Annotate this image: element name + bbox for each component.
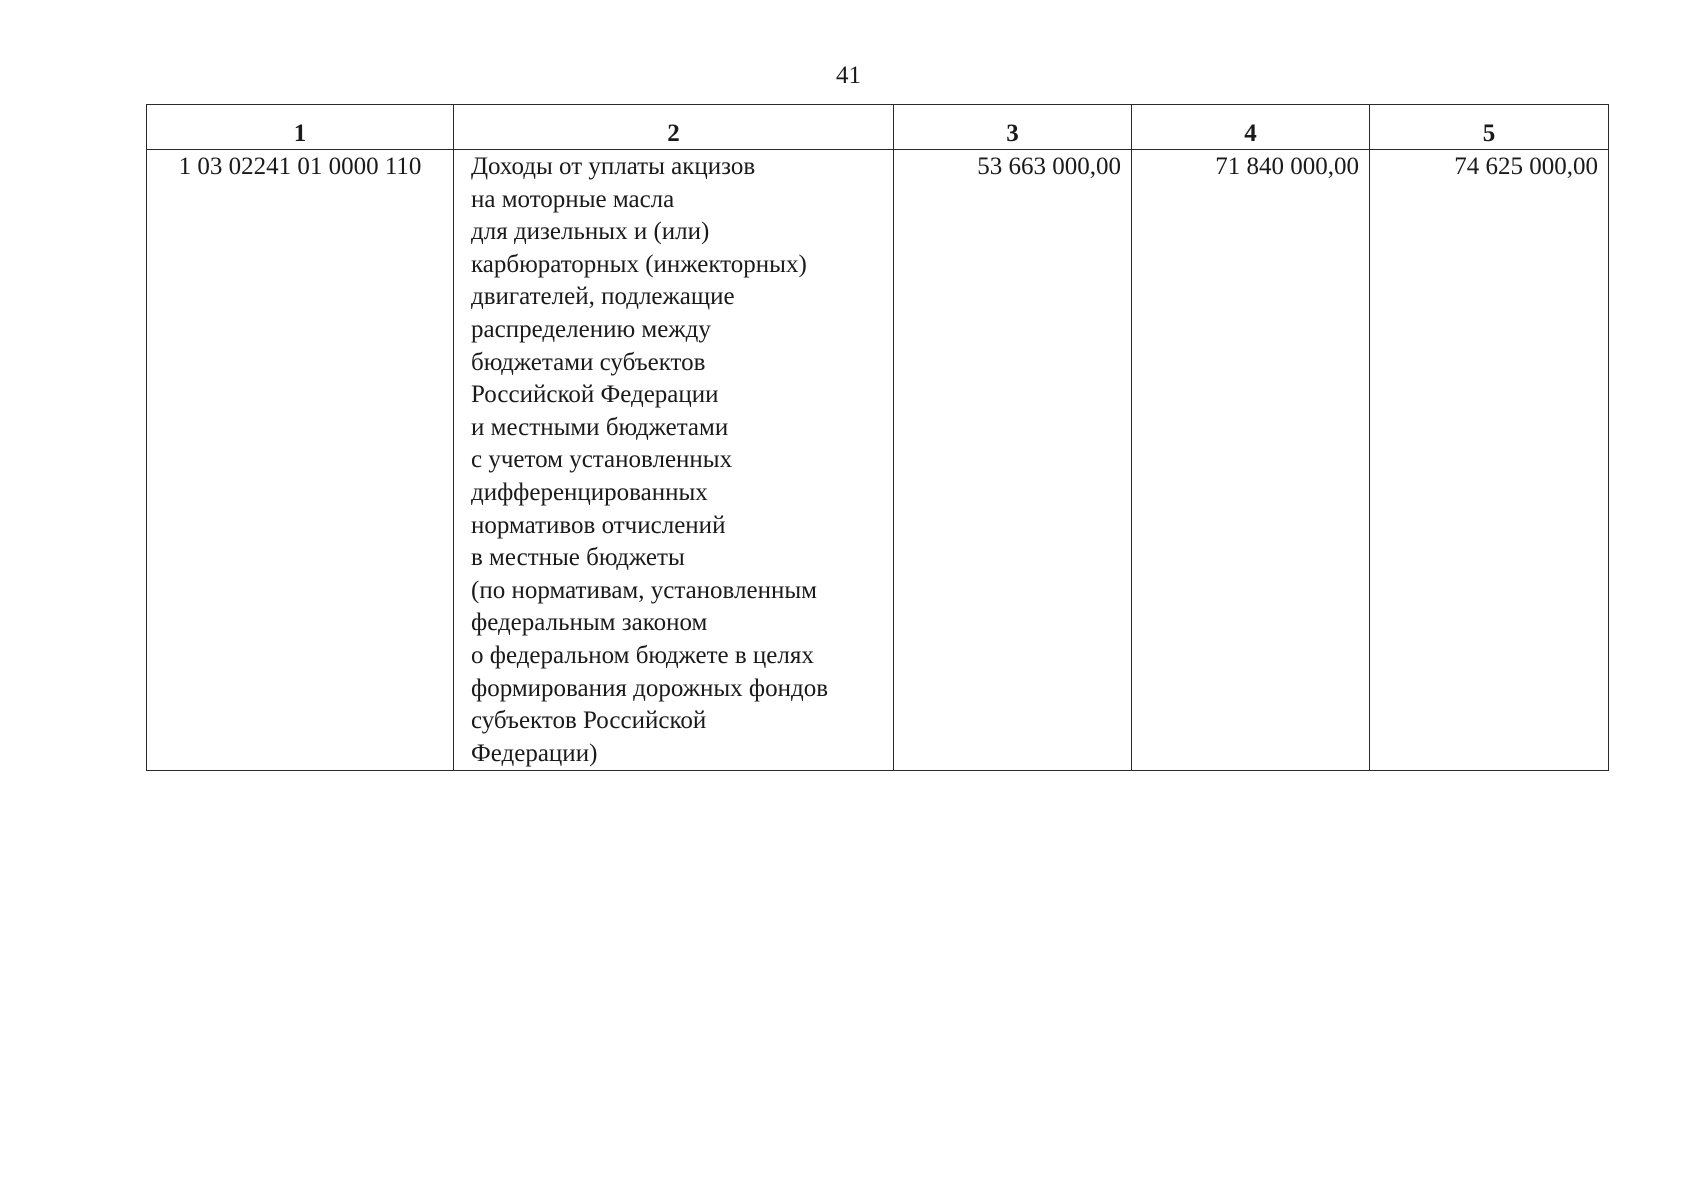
income-name-line: бюджетами субъектов bbox=[471, 348, 706, 376]
income-name-line: с учетом установленных bbox=[471, 446, 733, 474]
table-body bbox=[147, 150, 1609, 771]
value-col-5: 74 625 000,00 bbox=[1370, 150, 1609, 771]
income-name-line: субъектов Российской bbox=[471, 707, 707, 735]
page-number: 41 bbox=[836, 62, 861, 89]
header-col-1: 1 bbox=[147, 105, 454, 150]
value-col-3: 53 663 000,00 bbox=[894, 150, 1132, 771]
income-name-line: распределению между bbox=[471, 315, 711, 343]
header-col-3: 3 bbox=[894, 105, 1132, 150]
income-name-line: о федеральном бюджете в целях bbox=[471, 641, 814, 669]
header-col-5: 5 bbox=[1370, 105, 1609, 150]
income-name-line: на моторные масла bbox=[471, 185, 675, 213]
income-name-line: Федерации) bbox=[471, 739, 598, 767]
income-name-line: нормативов отчислений bbox=[471, 511, 726, 539]
header-row bbox=[147, 105, 1609, 150]
income-name-line: двигателей, подлежащие bbox=[471, 283, 735, 311]
income-code: 1 03 02241 01 0000 110 bbox=[147, 150, 454, 771]
income-name-line: формирования дорожных фондов bbox=[471, 674, 828, 702]
income-name-line: (по нормативам, установленным bbox=[471, 576, 817, 604]
table-header bbox=[147, 105, 1609, 150]
income-name-line: и местными бюджетами bbox=[471, 413, 729, 441]
income-name-line: федеральным законом bbox=[471, 609, 708, 637]
header-col-2: 2 bbox=[454, 105, 894, 150]
income-name-line: Российской Федерации bbox=[471, 381, 719, 409]
value-col-4: 71 840 000,00 bbox=[1132, 150, 1370, 771]
income-name-line: дифференцированных bbox=[471, 478, 708, 506]
income-name-line: для дизельных и (или) bbox=[471, 218, 710, 246]
income-name-line: в местные бюджеты bbox=[471, 544, 685, 572]
income-name bbox=[454, 150, 894, 771]
income-name-line: карбюраторных (инжекторных) bbox=[471, 250, 807, 278]
table-row bbox=[147, 150, 1609, 771]
header-col-4: 4 bbox=[1132, 105, 1370, 150]
budget-table bbox=[146, 104, 1609, 771]
income-name-line: Доходы от уплаты акцизов bbox=[471, 153, 756, 180]
